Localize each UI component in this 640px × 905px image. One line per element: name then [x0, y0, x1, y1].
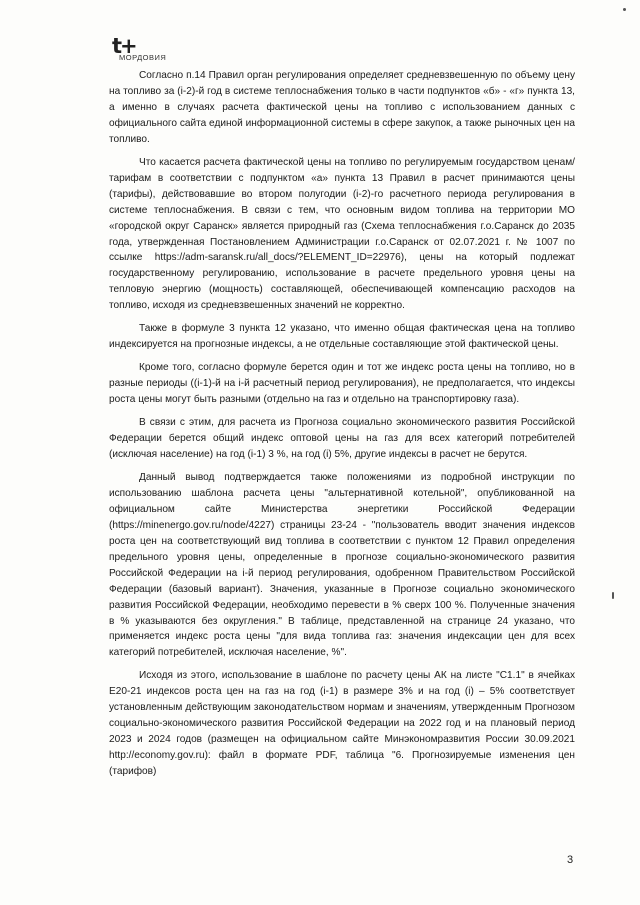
paragraph: Также в формуле 3 пункта 12 указано, что именно общая фактическая цена на топливо индексируется на прогнозные индексы, а не отдельные составляющие этой фактической цены. — [109, 323, 575, 351]
paragraph: Согласно п.14 Правил орган регулирования определяет средневзвешенную по объему цену на топливо за (i-2)-й год в системе теплоснабжения только в части подпунктов «б» - «г» пункта 13, а именно в случаях расчета фактической цены на топливо с использованием данных с официального сайта единой информационной системы в сфере закупок, а также рыночных цен на топливо. — [109, 70, 575, 145]
page-number: 3 — [567, 854, 574, 866]
document-body — [109, 68, 575, 787]
logo-subtitle: МОРДОВИЯ — [119, 53, 167, 62]
paragraph: Кроме того, согласно формуле берется один и тот же индекс роста цены на топливо, но в разные периоды ((i-1)-й на i-й расчетный период регулирования), не предполагается, что индексы роста цены могут быть разными (отдельно на газ и отдельно на транспортировку газа). — [109, 362, 575, 406]
paragraph: Что касается расчета фактической цены на топливо по регулируемым государством ценам/тарифам в соответствии с подпунктом «а» пункта 13 Правил в расчет принимаются цены (тарифы), действовавшие во втором полугодии (i-2)-го расчетного периода регулирования в системе теплоснабжения. В связи с тем, что основным видом топлива на территории МО «городской округ Саранск» является природный газ (Схема теплоснабжения г.о.Саранск до 2035 года, утвержденная Постановлением Администрации г.о.Саранск от 02.07.2021 г. № 1007 по ссылке https://adm-saransk.ru/all_docs/?ELEMENT_ID=22976), цены на который подлежат государственному регулированию, использование в расчете предельного уровня цены на тепловую энергию (мощность) составляющей, обеспечивающей компенсацию расходов на топливо, исходя из средневзвешенных значений не корректно. — [109, 156, 575, 312]
scan-speck — [623, 8, 626, 11]
paragraph: Данный вывод подтверждается также положениями из подробной инструкции по использованию шаблона расчета цены "альтернативной котельной", опубликованной на официальном сайте Министерства энергетики Российской Федерации (https://minenergo.gov.ru/node/4227) страницы 23-24 - "пользователь вводит значения индексов роста цен на соответствующий вид топлива в соответствии с пунктом 12 Правил определения предельного уровня цены, определенные в прогнозе социально-экономического развития Российской Федерации на i-й период регулирования, одобренном Правительством Российской Федерации (базовый вариант). Значения, указанные в Прогнозе социально экономического развития Российской Федерации, необходимо перевести в % сверх 100 %. Полученные значения в % указываются без округления." В таблице, представленной на странице 24 указано, что применяется индекс роста цены "для вида топлива газ: значения индексации цен для всех категорий потребителей, исключая население, %". — [109, 471, 575, 659]
logo-mark: t+ — [112, 34, 136, 58]
paragraph: В связи с этим, для расчета из Прогноза социально экономического развития Российской Федерации берется общий индекс оптовой цены на газ для всех категорий потребителей (исключая население) на год (i-1) 3 %, на год (i) 5%, другие индексы в расчет не берутся. — [109, 417, 575, 460]
paragraph: Исходя из этого, использование в шаблоне по расчету цены АК на листе "С1.1" в ячейках E20-21 индексов роста цен на газ на год (i-1) в размере 3% и на год (i) – 5% соответствует установленным действующим законодательством нормам и значениям, утвержденным Прогнозом социально-экономического развития Российской Федерации на 2022 год и на плановый период 2023 и 2024 годов (размещен на официальном сайте Минэкономразвития России 30.09.2021 http://economy.gov.ru): файл в формате PDF, таблица "6. Прогнозируемые изменения цен (тарифов) — [109, 670, 575, 778]
mordovia-logo — [112, 36, 182, 60]
scan-speck — [612, 592, 614, 599]
